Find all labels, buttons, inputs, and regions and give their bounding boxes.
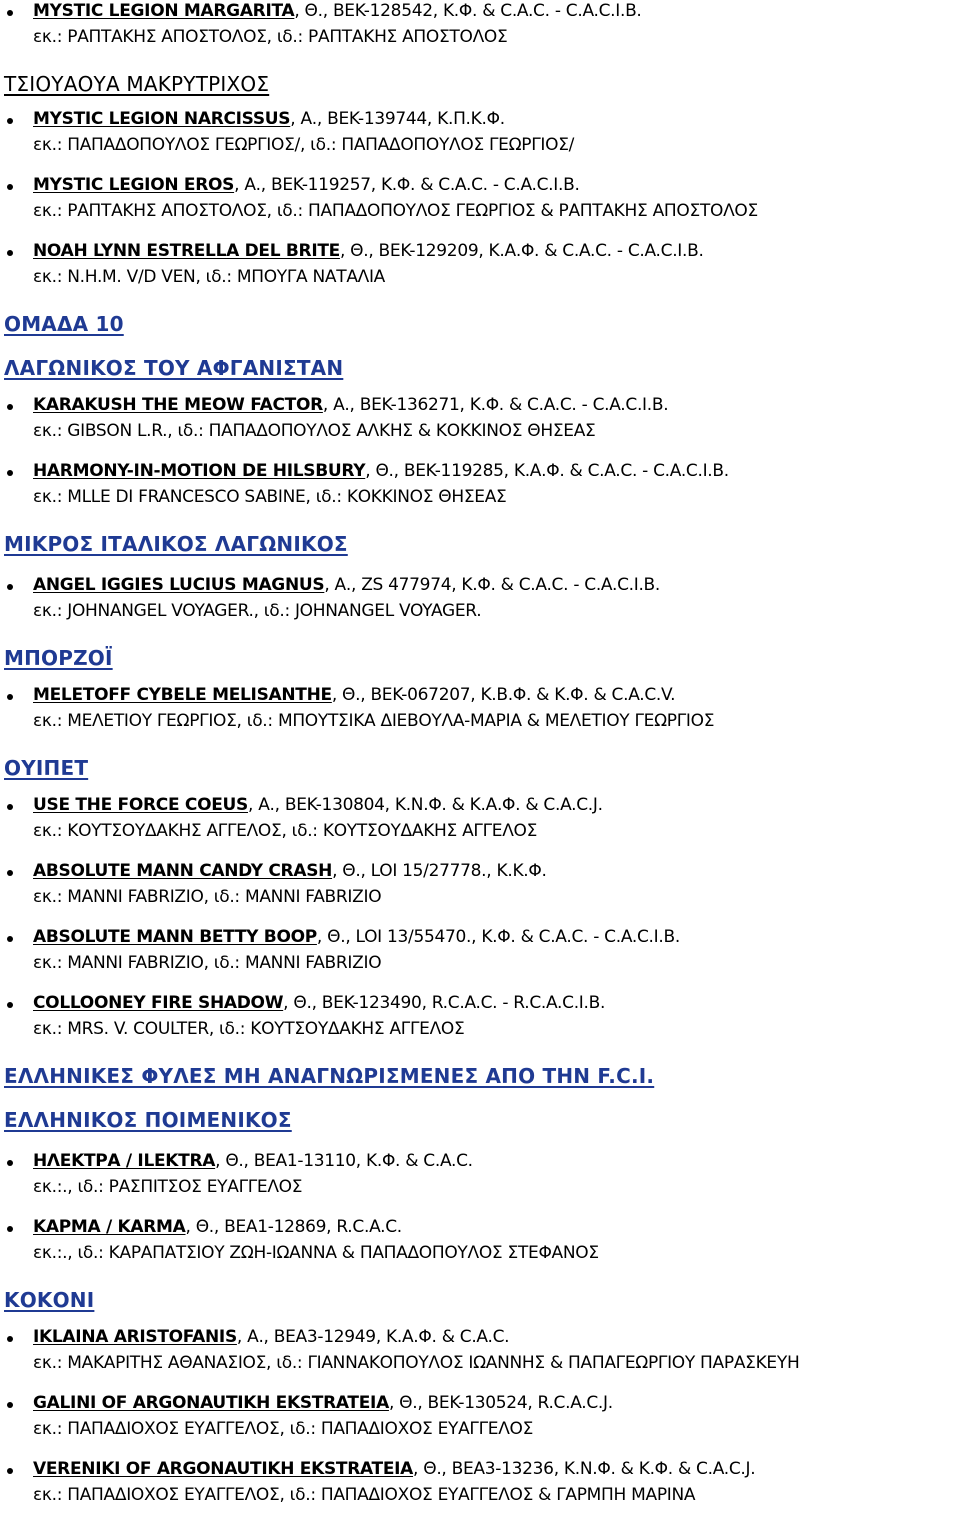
entry-title-line	[33, 174, 580, 196]
owners-line: εκ.:., ιδ.: ΚΑΡΑΠΑΤΣΙΟΥ ΖΩΗ-ΙΩΑΝΝΑ & ΠΑΠΑΔΟΠΟΥΛΟΣ ΣΤΕΦΑΝΟΣ	[33, 1243, 599, 1263]
registration-details: , Θ., BEA3-13236, Κ.Ν.Φ. & Κ.Φ. & C.A.C.J.	[413, 1459, 756, 1479]
owners-line: εκ.: ΡΑΠΤΑΚΗΣ ΑΠΟΣΤΟΛΟΣ, ιδ.: ΡΑΠΤΑΚΗΣ ΑΠΟΣΤΟΛΟΣ	[33, 27, 508, 47]
owners-line: εκ.: GIBSON L.R., ιδ.: ΠΑΠΑΔΟΠΟΥΛΟΣ ΑΛΚΗΣ & ΚΟΚΚΙΝΟΣ ΘΗΣΕΑΣ	[33, 421, 596, 441]
registration-details: , Α., BEK-130804, Κ.Ν.Φ. & Κ.Α.Φ. & C.A.C.J.	[248, 795, 603, 815]
section-heading: ΕΛΛΗΝΙΚΟΣ ΠΟΙΜΕΝΙΚΟΣ	[4, 1108, 292, 1132]
bullet-icon	[7, 870, 13, 876]
section-heading: ΟΥΙΠΕΤ	[4, 756, 89, 780]
registration-details: , Θ., BEK-130524, R.C.A.C.J.	[388, 1393, 613, 1413]
dog-name: MYSTIC LEGION NARCISSUS	[33, 109, 291, 129]
registration-details: , Α., BEA3-12949, Κ.Α.Φ. & C.A.C.	[236, 1327, 510, 1347]
entry-title-line	[33, 1216, 402, 1238]
entry-title-line	[33, 240, 704, 262]
entry-title-line	[33, 926, 680, 948]
owners-line: εκ.: MANNI FABRIZIO, ιδ.: MANNI FABRIZIO	[33, 953, 382, 973]
dog-name: MYSTIC LEGION MARGARITA	[33, 1, 295, 21]
bullet-icon	[7, 1002, 13, 1008]
dog-name: IKLAINA ARISTOFANIS	[33, 1327, 237, 1347]
registration-details: , Α., ZS 477974, Κ.Φ. & C.A.C. - C.A.C.I.B.	[324, 575, 661, 595]
bullet-icon	[7, 404, 13, 410]
registration-details: , Θ., BEA1-13110, Κ.Φ. & C.A.C.	[215, 1151, 473, 1171]
dog-name: MYSTIC LEGION EROS	[33, 175, 235, 195]
entry-title-line	[33, 684, 675, 706]
owners-line: εκ.: ΠΑΠΑΔΙΟΧΟΣ ΕΥΑΓΓΕΛΟΣ, ιδ.: ΠΑΠΑΔΙΟΧΟΣ ΕΥΑΓΓΕΛΟΣ	[33, 1419, 534, 1439]
dog-name: MELETOFF CYBELE MELISANTHE	[33, 685, 332, 705]
bullet-icon	[7, 1160, 13, 1166]
entry-title-line	[33, 1458, 755, 1480]
entry-title-line	[33, 0, 642, 22]
section-heading: ΤΣΙΟΥΑΟΥΑ ΜΑΚΡΥΤΡΙΧΟΣ	[4, 72, 270, 96]
bullet-icon	[7, 118, 13, 124]
bullet-icon	[7, 10, 13, 16]
bullet-icon	[7, 1402, 13, 1408]
dog-name: USE THE FORCE COEUS	[33, 795, 248, 815]
dog-name: GALINI OF ARGONAUTIKH EKSTRATEIA	[33, 1393, 389, 1413]
owners-line: εκ.: ΚΟΥΤΣΟΥΔΑΚΗΣ ΑΓΓΕΛΟΣ, ιδ.: ΚΟΥΤΣΟΥΔΑΚΗΣ ΑΓΓΕΛΟΣ	[33, 821, 538, 841]
dog-name: HARMONY-IN-MOTION DE HILSBURY	[33, 461, 366, 481]
section-heading: ΕΛΛΗΝΙΚΕΣ ΦΥΛΕΣ ΜΗ ΑΝΑΓΝΩΡΙΣΜΕΝΕΣ ΑΠΟ ΤΗΝ F.C.I.	[4, 1064, 655, 1088]
entry-title-line	[33, 574, 660, 596]
owners-line: εκ.: ΡΑΠΤΑΚΗΣ ΑΠΟΣΤΟΛΟΣ, ιδ.: ΠΑΠΑΔΟΠΟΥΛΟΣ ΓΕΩΡΓΙΟΣ & ΡΑΠΤΑΚΗΣ ΑΠΟΣΤΟΛΟΣ	[33, 201, 758, 221]
entry-title-line	[33, 394, 668, 416]
section-heading: ΟΜΑΔΑ 10	[4, 312, 124, 336]
registration-details: , Θ., BEK-129209, Κ.Α.Φ. & C.A.C. - C.A.C.I.B.	[339, 241, 704, 261]
dog-name: ΗΛΕΚΤΡΑ / ILEKTRA	[33, 1151, 216, 1171]
registration-details: , Α., BEK-136271, Κ.Φ. & C.A.C. - C.A.C.I.B.	[322, 395, 669, 415]
entry-title-line	[33, 460, 729, 482]
entry-title-line	[33, 992, 605, 1014]
section-heading: ΛΑΓΩΝΙΚΟΣ ΤΟΥ ΑΦΓΑΝΙΣΤΑΝ	[4, 356, 344, 380]
registration-details: , Θ., BEK-128542, Κ.Φ. & C.A.C. - C.A.C.I.B.	[294, 1, 642, 21]
registration-details: , Θ., LOI 15/27778., Κ.Κ.Φ.	[332, 861, 547, 881]
dog-name: ABSOLUTE MANN BETTY BOOP	[33, 927, 317, 947]
entry-title-line	[33, 860, 547, 882]
dog-name: ABSOLUTE MANN CANDY CRASH	[33, 861, 333, 881]
section-heading: ΚΟΚΟΝΙ	[4, 1288, 95, 1312]
owners-line: εκ.: ΜΑΚΑΡΙΤΗΣ ΑΘΑΝΑΣΙΟΣ, ιδ.: ΓΙΑΝΝΑΚΟΠΟΥΛΟΣ ΙΩΑΝΝΗΣ & ΠΑΠΑΓΕΩΡΓΙΟΥ ΠΑΡΑΣΚΕΥΗ	[33, 1353, 800, 1373]
owners-line: εκ.: ΜΕΛΕΤΙΟΥ ΓΕΩΡΓΙΟΣ, ιδ.: ΜΠΟΥΤΣΙΚΑ ΔΙΕΒΟΥΛΑ-ΜΑΡΙΑ & ΜΕΛΕΤΙΟΥ ΓΕΩΡΓΙΟΣ	[33, 711, 715, 731]
bullet-icon	[7, 936, 13, 942]
bullet-icon	[7, 694, 13, 700]
owners-line: εκ.: MLLE DI FRANCESCO SABINE, ιδ.: ΚΟΚΚΙΝΟΣ ΘΗΣΕΑΣ	[33, 487, 507, 507]
bullet-icon	[7, 1336, 13, 1342]
owners-line: εκ.: ΠΑΠΑΔΟΠΟΥΛΟΣ ΓΕΩΡΓΙΟΣ/, ιδ.: ΠΑΠΑΔΟΠΟΥΛΟΣ ΓΕΩΡΓΙΟΣ/	[33, 135, 575, 155]
entry-title-line	[33, 1392, 613, 1414]
section-heading: ΜΠΟΡΖΟΪ	[4, 646, 113, 670]
registration-details: , Θ., BEK-067207, Κ.Β.Φ. & Κ.Φ. & C.A.C.V.	[331, 685, 676, 705]
owners-line: εκ.: MANNI FABRIZIO, ιδ.: MANNI FABRIZIO	[33, 887, 382, 907]
owners-line: εκ.: N.H.M. V/D VEN, ιδ.: ΜΠΟΥΓΑ ΝΑΤΑΛΙΑ	[33, 267, 386, 287]
bullet-icon	[7, 184, 13, 190]
section-heading: ΜΙΚΡΟΣ ΙΤΑΛΙΚΟΣ ΛΑΓΩΝΙΚΟΣ	[4, 532, 348, 556]
owners-line: εκ.: MRS. V. COULTER, ιδ.: ΚΟΥΤΣΟΥΔΑΚΗΣ ΑΓΓΕΛΟΣ	[33, 1019, 465, 1039]
bullet-icon	[7, 1468, 13, 1474]
bullet-icon	[7, 584, 13, 590]
registration-details: , Θ., BEK-123490, R.C.A.C. - R.C.A.C.I.B.	[283, 993, 606, 1013]
bullet-icon	[7, 250, 13, 256]
dog-name: KARAKUSH THE MEOW FACTOR	[33, 395, 323, 415]
dog-name: COLLOONEY FIRE SHADOW	[33, 993, 284, 1013]
bullet-icon	[7, 1226, 13, 1232]
dog-name: VERENIKI OF ARGONAUTIKH EKSTRATEIA	[33, 1459, 414, 1479]
owners-line: εκ.: ΠΑΠΑΔΙΟΧΟΣ ΕΥΑΓΓΕΛΟΣ, ιδ.: ΠΑΠΑΔΙΟΧΟΣ ΕΥΑΓΓΕΛΟΣ & ΓΑΡΜΠΗ ΜΑΡΙΝΑ	[33, 1485, 696, 1505]
dog-name: NOAH LYNN ESTRELLA DEL BRITE	[33, 241, 340, 261]
dog-name: ANGEL IGGIES LUCIUS MAGNUS	[33, 575, 325, 595]
entry-title-line	[33, 1150, 473, 1172]
registration-details: , Α., BEK-119257, Κ.Φ. & C.A.C. - C.A.C.I.B.	[234, 175, 580, 195]
entry-title-line	[33, 1326, 509, 1348]
bullet-icon	[7, 470, 13, 476]
registration-details: , Θ., BEK-119285, Κ.Α.Φ. & C.A.C. - C.A.C.I.B.	[365, 461, 729, 481]
dog-name: ΚΑΡΜΑ / KARMA	[33, 1217, 186, 1237]
registration-details: , Θ., LOI 13/55470., Κ.Φ. & C.A.C. - C.A.C.I.B.	[316, 927, 680, 947]
entry-title-line	[33, 794, 603, 816]
entry-title-line	[33, 108, 505, 130]
registration-details: , Θ., BEA1-12869, R.C.A.C.	[185, 1217, 402, 1237]
bullet-icon	[7, 804, 13, 810]
registration-details: , Α., BEK-139744, Κ.Π.Κ.Φ.	[290, 109, 505, 129]
owners-line: εκ.:., ιδ.: ΡΑΣΠΙΤΣΟΣ ΕΥΑΓΓΕΛΟΣ	[33, 1177, 303, 1197]
owners-line: εκ.: JOHNANGEL VOYAGER., ιδ.: JOHNANGEL VOYAGER.	[33, 601, 482, 621]
